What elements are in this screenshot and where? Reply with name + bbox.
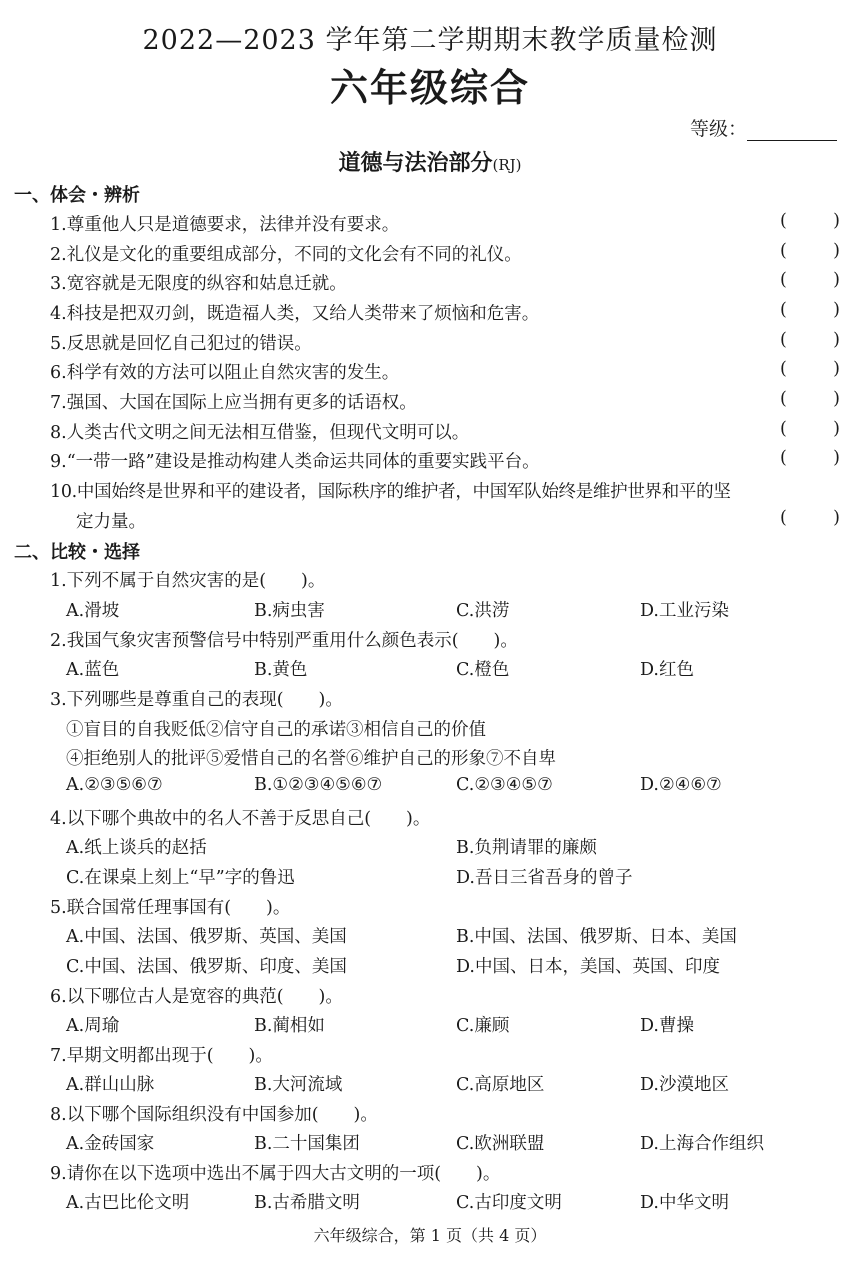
paren-open: ( (780, 211, 787, 231)
mc-q1-option-b[interactable]: B.病虫害 (254, 601, 325, 621)
mc-q1-option-c[interactable]: C.洪涝 (456, 601, 510, 621)
mc-q3-option-a[interactable]: A.②③⑤⑥⑦ (66, 775, 163, 795)
paren-close: ) (833, 419, 840, 439)
tf-item-1: 1.尊重他人只是道德要求，法律并没有要求。 (50, 215, 400, 235)
mc-q7-option-d[interactable]: D.沙漠地区 (640, 1075, 729, 1095)
mc-q3-option-d[interactable]: D.②④⑥⑦ (640, 775, 722, 795)
grade-field (690, 114, 837, 141)
paren-open: ( (780, 300, 787, 320)
answer-paren-3[interactable] (780, 270, 840, 290)
paren-close: ) (833, 448, 840, 468)
paren-open: ( (780, 419, 787, 439)
mc-q6-stem: 6.以下哪位古人是宽容的典范( )。 (50, 987, 343, 1007)
paren-open: ( (780, 330, 787, 350)
mc-q7-stem: 7.早期文明都出现于( )。 (50, 1046, 273, 1066)
mc-q9-option-b[interactable]: B.古希腊文明 (254, 1193, 360, 1213)
paren-close: ) (833, 508, 840, 528)
mc-q9-option-a[interactable]: A.古巴比伦文明 (66, 1193, 190, 1213)
tf-item-2: 2.礼仪是文化的重要组成部分，不同的文化会有不同的礼仪。 (50, 245, 522, 265)
mc-q6-option-a[interactable]: A.周瑜 (66, 1016, 120, 1036)
paren-open: ( (780, 270, 787, 290)
answer-paren-8[interactable] (780, 419, 840, 439)
section2-heading: 二、比较・选择 (14, 542, 140, 563)
exam-subtitle: 六年级综合 (329, 66, 530, 110)
mc-q5-option-d[interactable]: D.中国、日本，美国、英国、印度 (456, 957, 720, 977)
mc-q4-option-c[interactable]: C.在课桌上刻上“早”字的鲁迅 (66, 868, 295, 888)
mc-q8-option-d[interactable]: D.上海合作组织 (640, 1134, 764, 1154)
tf-item-7: 7.强国、大国在国际上应当拥有更多的话语权。 (50, 393, 417, 413)
tf-item-9: 9.“一带一路”建设是推动构建人类命运共同体的重要实践平台。 (50, 452, 540, 472)
paren-open: ( (780, 241, 787, 261)
answer-paren-1[interactable] (780, 211, 840, 231)
answer-paren-7[interactable] (780, 389, 840, 409)
mc-q2-option-b[interactable]: B.黄色 (254, 660, 308, 680)
mc-q6-option-d[interactable]: D.曹操 (640, 1016, 694, 1036)
tf-item-10-cont: 定力量。 (76, 512, 146, 532)
paren-close: ) (833, 211, 840, 231)
paren-open: ( (780, 389, 787, 409)
paren-close: ) (833, 241, 840, 261)
answer-paren-10[interactable] (780, 508, 840, 528)
mc-q5-option-b[interactable]: B.中国、法国、俄罗斯、日本、美国 (456, 927, 737, 947)
tf-item-3: 3.宽容就是无限度的纵容和姑息迁就。 (50, 274, 347, 294)
mc-q3-stem: 3.下列哪些是尊重自己的表现( )。 (50, 690, 343, 710)
mc-q4-option-b[interactable]: B.负荆请罪的廉颇 (456, 838, 597, 858)
mc-q9-stem: 9.请你在以下选项中选出不属于四大古文明的一项( )。 (50, 1164, 501, 1184)
grade-label: 等级： (690, 118, 748, 140)
paren-open: ( (780, 448, 787, 468)
tf-item-8: 8.人类古代文明之间无法相互借鉴，但现代文明可以。 (50, 423, 470, 443)
paren-open: ( (780, 359, 787, 379)
paren-close: ) (833, 270, 840, 290)
mc-q1-option-d[interactable]: D.工业污染 (640, 601, 729, 621)
grade-blank[interactable] (747, 120, 837, 141)
part-title (0, 146, 860, 177)
mc-q2-stem: 2.我国气象灾害预警信号中特别严重用什么颜色表示( )。 (50, 631, 518, 651)
mc-q9-option-c[interactable]: C.古印度文明 (456, 1193, 562, 1213)
mc-q4-option-d[interactable]: D.吾日三省吾身的曾子 (456, 868, 633, 888)
mc-q7-option-a[interactable]: A.群山山脉 (66, 1075, 155, 1095)
mc-q5-option-a[interactable]: A.中国、法国、俄罗斯、英国、美国 (66, 927, 347, 947)
mc-q3-statements-2: ④拒绝别人的批评⑤爱惜自己的名誉⑥维护自己的形象⑦不自卑 (66, 749, 556, 769)
mc-q6-option-c[interactable]: C.廉顾 (456, 1016, 510, 1036)
mc-q9-option-d[interactable]: D.中华文明 (640, 1193, 729, 1213)
mc-q5-option-c[interactable]: C.中国、法国、俄罗斯、印度、美国 (66, 957, 347, 977)
mc-q5-stem: 5.联合国常任理事国有( )。 (50, 898, 291, 918)
mc-q6-option-b[interactable]: B.蔺相如 (254, 1016, 325, 1036)
mc-q2-option-a[interactable]: A.蓝色 (66, 660, 120, 680)
mc-q3-statements-1: ①盲目的自我贬低②信守自己的承诺③相信自己的价值 (66, 720, 486, 740)
mc-q2-option-d[interactable]: D.红色 (640, 660, 694, 680)
section1-heading: 一、体会・辨析 (14, 185, 140, 206)
part-title-text: 道德与法治部分 (338, 151, 493, 176)
page-footer: 六年级综合，第 1 页（共 4 页） (313, 1226, 547, 1245)
mc-q7-option-c[interactable]: C.高原地区 (456, 1075, 545, 1095)
mc-q1-option-a[interactable]: A.滑坡 (66, 601, 120, 621)
tf-item-6: 6.科学有效的方法可以阻止自然灾害的发生。 (50, 363, 400, 383)
mc-q8-stem: 8.以下哪个国际组织没有中国参加( )。 (50, 1105, 378, 1125)
mc-q1-stem: 1.下列不属于自然灾害的是( )。 (50, 571, 326, 591)
answer-paren-2[interactable] (780, 241, 840, 261)
exam-title: 2022—2023 学年第二学期期末教学质量检测 (142, 25, 718, 56)
mc-q8-option-b[interactable]: B.二十国集团 (254, 1134, 360, 1154)
tf-item-4: 4.科技是把双刃剑，既造福人类，又给人类带来了烦恼和危害。 (50, 304, 540, 324)
answer-paren-9[interactable] (780, 448, 840, 468)
answer-paren-4[interactable] (780, 300, 840, 320)
paren-close: ) (833, 359, 840, 379)
paren-close: ) (833, 300, 840, 320)
mc-q8-option-c[interactable]: C.欧洲联盟 (456, 1134, 545, 1154)
paren-close: ) (833, 389, 840, 409)
answer-paren-5[interactable] (780, 330, 840, 350)
mc-q3-option-b[interactable]: B.①②③④⑤⑥⑦ (254, 775, 383, 795)
mc-q4-stem: 4.以下哪个典故中的名人不善于反思自己( )。 (50, 809, 431, 829)
mc-q8-option-a[interactable]: A.金砖国家 (66, 1134, 155, 1154)
answer-paren-6[interactable] (780, 359, 840, 379)
tf-item-10: 10.中国始终是世界和平的建设者，国际秩序的维护者，中国军队始终是维护世界和平的坚 (50, 482, 731, 502)
mc-q2-option-c[interactable]: C.橙色 (456, 660, 510, 680)
paren-open: ( (780, 508, 787, 528)
paren-close: ) (833, 330, 840, 350)
mc-q7-option-b[interactable]: B.大河流域 (254, 1075, 343, 1095)
part-suffix: (RJ) (492, 156, 522, 174)
mc-q3-option-c[interactable]: C.②③④⑤⑦ (456, 775, 553, 795)
tf-item-5: 5.反思就是回忆自己犯过的错误。 (50, 334, 312, 354)
mc-q4-option-a[interactable]: A.纸上谈兵的赵括 (66, 838, 207, 858)
